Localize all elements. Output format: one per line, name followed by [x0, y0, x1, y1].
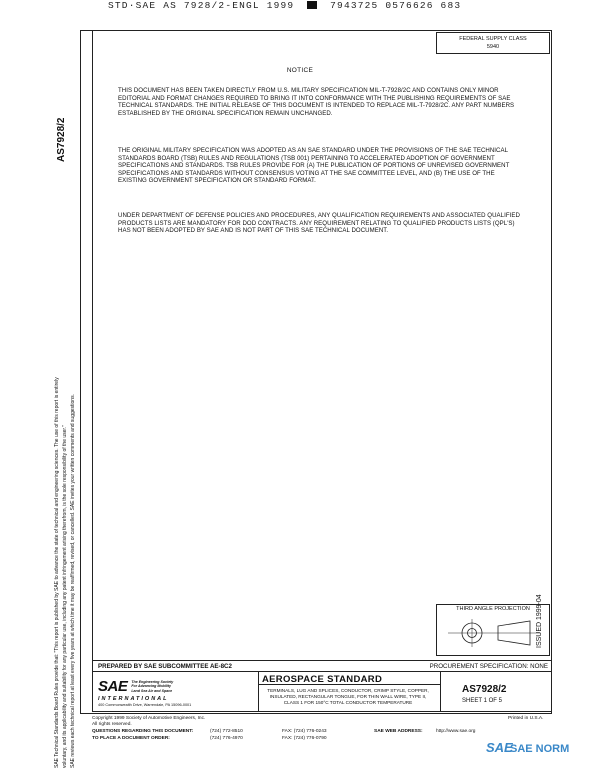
- sheet-number: SHEET 1 OF 5: [462, 698, 502, 704]
- fsc-value: 5940: [486, 44, 500, 50]
- sae-tagline-3: Land Sea Air and Space: [131, 688, 173, 693]
- questions-phone: (724) 772-8510: [210, 729, 243, 734]
- sae-logo-block: [98, 678, 256, 707]
- sae-tagline-2: For Advancing Mobility: [131, 684, 171, 689]
- left-column-divider: [92, 30, 93, 672]
- sae-international: INTERNATIONAL: [98, 696, 169, 702]
- questions-label: QUESTIONS REGARDING THIS DOCUMENT:: [92, 729, 194, 734]
- side-disclaimer-line-3: SAE reviews each technical report at least every five years at which time it may be reaffirmed, revised, or cancelled. SAE invites your written comments and suggestions.: [70, 394, 76, 768]
- sae-logo: SAE: [98, 678, 128, 695]
- sae-address: 400 Commonwealth Drive, Warrendale, PA 15096-0001: [98, 703, 192, 707]
- third-angle-projection-label: THIRD ANGLE PROJECTION: [456, 606, 530, 612]
- web-address[interactable]: http://www.sae.org: [436, 729, 476, 734]
- title-block-divider-right: [440, 672, 441, 712]
- document-id-vertical: AS7928/2: [56, 117, 67, 162]
- federal-supply-class-box: [436, 32, 550, 54]
- fax-2: FAX: (724) 776-0790: [282, 736, 327, 741]
- issued-date: ISSUED 1999-04: [536, 594, 543, 648]
- notice-paragraph-3: UNDER DEPARTMENT OF DEFENSE POLICIES AND PROCEDURES, ANY QUALIFICATION REQUIREMENTS AND ASSOCIATED QUALIFIED PRODUCTS LISTS ARE MANDATORY FOR DOD CONTRACTS. ANY REQUIREMENT RELATING TO QUALIFIED PRODUCTS LISTS (QPL'S) HAS NOT BEEN ADOPTED BY SAE AND IS NOT PART OF THIS SAE TECHNICAL DOCUMENT.: [118, 212, 520, 235]
- procurement-spec: PROCUREMENT SPECIFICATION: NONE: [429, 663, 548, 670]
- order-phone: (724) 776-4970: [210, 736, 243, 741]
- watermark-text: SAE NORM: [510, 743, 570, 755]
- scan-header-right: 7943725 0576626 683: [330, 0, 462, 11]
- fax-1: FAX: (724) 776-0243: [282, 729, 327, 734]
- side-disclaimer-line-1: SAE Technical Standards Board Rules provide that: "This report is published by SAE to advance the state of technical and engineering sciences. The use of this report is entirely: [54, 377, 60, 768]
- prepared-by: PREPARED BY SAE SUBCOMMITTEE AE-8C2: [98, 663, 232, 670]
- standard-title: AEROSPACE STANDARD: [262, 674, 383, 685]
- watermark-logo: SAE: [486, 740, 513, 755]
- scan-header: [108, 0, 461, 11]
- order-label: TO PLACE A DOCUMENT ORDER:: [92, 736, 170, 741]
- notice-paragraph-2: THE ORIGINAL MILITARY SPECIFICATION WAS ADOPTED AS AN SAE STANDARD UNDER THE PROVISIONS OF THE SAE TECHNICAL STANDARDS BOARD (TSB) RULES AND REGULATIONS (TSB 001) PERTAINING TO ACCELERATED ADOPTION OF GOVERNMENT SPECIFICATIONS AND STANDARDS. TSB RULES PROVIDE FOR (A) THE PUBLICATION OF PORTIONS OF UNREVISED GOVERNMENT SPECIFICATIONS AND STANDARDS WITHOUT CONSENSUS VOTING AT THE SAE COMMITTEE LEVEL, AND (B) THE USE OF THE EXISTING GOVERNMENT SPECIFICATION OR STANDARD FORMAT.: [118, 147, 510, 185]
- prepared-by-row: [92, 660, 552, 672]
- rights: All rights reserved.: [92, 722, 132, 727]
- notice-paragraph-1: THIS DOCUMENT HAS BEEN TAKEN DIRECTLY FROM U.S. MILITARY SPECIFICATION MIL-T-7928/2C AND CONTAINS ONLY MINOR EDITORIAL AND FORMAT CHANGES REQUIRED TO BRING IT INTO CONFORMANCE WITH THE PUBLISHING REQUIREMENTS OF SAE TECHNICAL STANDARDS. THE INITIAL RELEASE OF THIS DOCUMENT IS INTENDED TO REPLACE MIL-T-7928/2C. ANY PART NUMBERS ESTABLISHED BY THE ORIGINAL SPECIFICATION REMAIN UNCHANGED.: [118, 87, 515, 117]
- title-block-divider-left: [258, 672, 259, 712]
- scan-header-left: STD·SAE AS 7928/2-ENGL 1999: [108, 0, 295, 11]
- scan-block-icon: [307, 1, 317, 9]
- notice-title: NOTICE: [286, 67, 314, 74]
- side-disclaimer-line-2: voluntary, and its applicability and suitability for any particular use, including any patent infringement arising therefrom, is the sole responsibility of the user.": [62, 425, 68, 768]
- fsc-label: FEDERAL SUPPLY CLASS: [459, 36, 527, 42]
- copyright: Copyright 1999 Society of Automotive Engineers, Inc.: [92, 716, 206, 721]
- printed-in: Printed in U.S.A.: [508, 716, 544, 721]
- document-number: AS7928/2: [462, 684, 507, 695]
- document-description: TERMINALS, LUG AND SPLICES, CONDUCTOR, CRIMP STYLE, COPPER, INSULATED, RECTANGULAR TONGUE, FOR THIN WALL WIRE, TYPE II, CLASS 1 FOR 150°C TOTAL CONDUCTOR TEMPERATURE: [267, 688, 429, 705]
- third-angle-projection-icon: [446, 614, 542, 652]
- web-label: SAE WEB ADDRESS:: [374, 729, 423, 734]
- sae-tagline-1: The Engineering Society: [131, 680, 174, 685]
